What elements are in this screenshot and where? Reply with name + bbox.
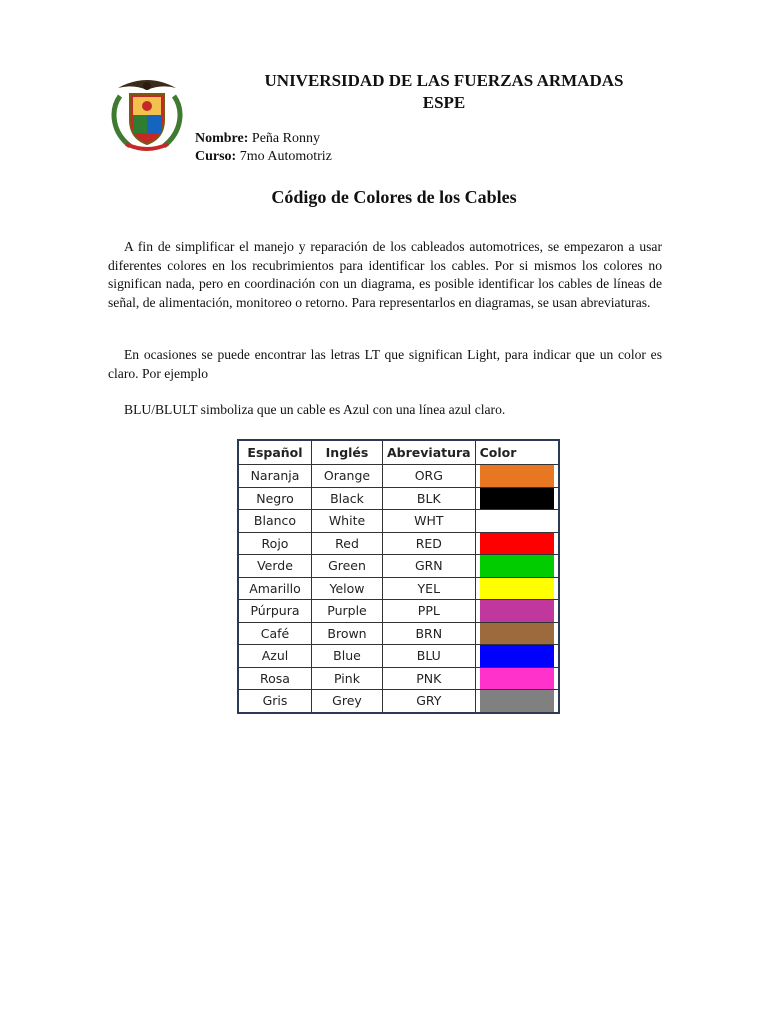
cell-color-swatch [475,667,559,690]
course-value: 7mo Automotriz [239,149,332,164]
cell-ingles: Blue [312,645,383,668]
cell-espanol: Café [238,622,312,645]
color-swatch [480,578,554,600]
cell-espanol: Púrpura [238,600,312,623]
cell-espanol: Gris [238,690,312,713]
cell-ingles: Green [312,555,383,578]
color-swatch [480,600,554,622]
cell-ingles: Orange [312,465,383,488]
table-body [238,465,559,713]
cell-abreviatura: YEL [383,577,476,600]
cell-color-swatch [475,465,559,488]
color-swatch [480,668,554,690]
cell-espanol: Rosa [238,667,312,690]
cell-ingles: White [312,510,383,533]
cell-color-swatch [475,622,559,645]
cell-abreviatura: RED [383,532,476,555]
table-row [238,532,559,555]
cell-ingles: Brown [312,622,383,645]
table-row [238,622,559,645]
cell-ingles: Black [312,487,383,510]
cell-color-swatch [475,510,559,533]
cell-ingles: Yelow [312,577,383,600]
table-row [238,487,559,510]
color-swatch [480,555,554,577]
cell-ingles: Purple [312,600,383,623]
color-swatch [480,645,554,667]
university-name: UNIVERSIDAD DE LAS FUERZAS ARMADAS [264,71,624,90]
student-info [195,130,332,166]
cell-color-swatch [475,555,559,578]
cell-abreviatura: BLU [383,645,476,668]
cell-abreviatura: ORG [383,465,476,488]
name-label: Nombre: [195,131,249,146]
table-row [238,577,559,600]
cell-espanol: Rojo [238,532,312,555]
header-ingles: Inglés [312,440,383,465]
color-swatch [480,690,554,712]
color-code-table [237,439,560,714]
cell-abreviatura: BRN [383,622,476,645]
color-swatch [480,623,554,645]
cell-espanol: Naranja [238,465,312,488]
color-swatch [480,533,554,555]
header-abreviatura: Abreviatura [383,440,476,465]
cell-abreviatura: GRN [383,555,476,578]
cell-ingles: Red [312,532,383,555]
paragraph-light: En ocasiones se puede encontrar las letras LT que significan Light, para indicar que un color es claro. Por ejemplo [108,347,662,381]
cell-abreviatura: WHT [383,510,476,533]
color-swatch [480,488,554,510]
cell-color-swatch [475,690,559,713]
cell-espanol: Azul [238,645,312,668]
course-label: Curso: [195,149,237,164]
table-row [238,600,559,623]
university-title [200,70,688,114]
paragraph-intro: A fin de simplificar el manejo y reparación de los cableados automotrices, se empezaron a usar diferentes colores en los recubrimientos para identificar los cables. Por si mismos los colores no significan nada, pero en coordinación con un diagrama, es posible identificar los cables de líneas de señal, de alimentación, monitoreo o retorno. Para representarlos en diagramas, se usan abreviaturas. [108,239,662,310]
color-swatch [480,510,554,532]
cell-abreviatura: BLK [383,487,476,510]
table-row [238,465,559,488]
table-row [238,667,559,690]
cell-abreviatura: GRY [383,690,476,713]
cell-color-swatch [475,532,559,555]
table-row [238,690,559,713]
cell-color-swatch [475,487,559,510]
header-espanol: Español [238,440,312,465]
cell-espanol: Verde [238,555,312,578]
cell-color-swatch [475,600,559,623]
cell-espanol: Amarillo [238,577,312,600]
cell-color-swatch [475,577,559,600]
cell-color-swatch [475,645,559,668]
course-line [195,148,332,166]
paragraph-example: BLU/BLULT simboliza que un cable es Azul con una línea azul claro. [124,402,506,417]
cell-abreviatura: PPL [383,600,476,623]
name-line [195,130,332,148]
table-row [238,645,559,668]
cell-ingles: Pink [312,667,383,690]
cell-espanol: Negro [238,487,312,510]
table-row [238,555,559,578]
color-swatch [480,465,554,487]
table-row [238,510,559,533]
name-value: Peña Ronny [251,131,320,146]
cell-ingles: Grey [312,690,383,713]
table-header-row [238,440,559,465]
cell-abreviatura: PNK [383,667,476,690]
university-acronym: ESPE [422,93,466,112]
header-color: Color [475,440,559,465]
document-title: Código de Colores de los Cables [271,187,517,207]
cell-espanol: Blanco [238,510,312,533]
university-crest-icon [106,74,188,154]
